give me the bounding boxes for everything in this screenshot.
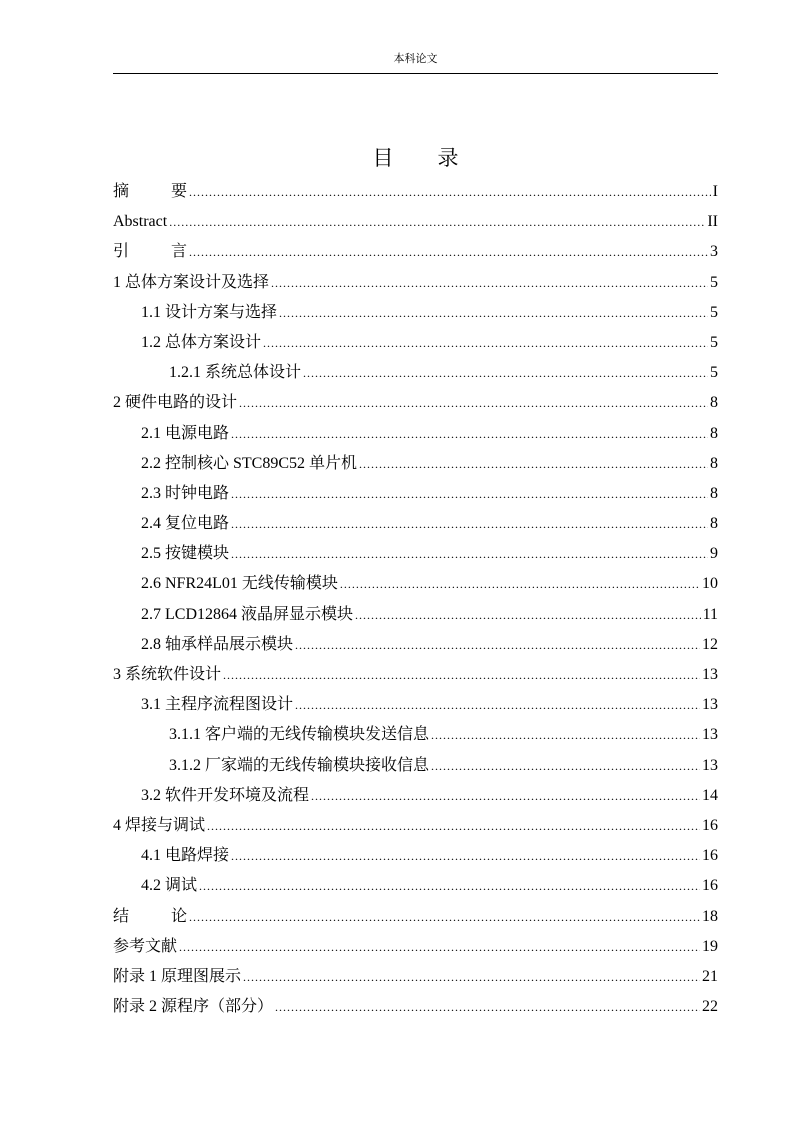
toc-entry[interactable]	[113, 388, 718, 418]
toc-entry-label-part: 言	[171, 243, 188, 261]
toc-entry-label: 1 总体方案设计及选择	[113, 273, 270, 291]
toc-entry-page: 13	[702, 756, 718, 774]
toc-leader-dots	[311, 781, 700, 811]
toc-entry[interactable]	[113, 871, 718, 901]
toc-entry[interactable]	[113, 781, 718, 811]
toc-entry-label: 1.1 设计方案与选择	[141, 303, 278, 321]
toc-entry[interactable]	[113, 962, 718, 992]
toc-entry[interactable]	[113, 237, 718, 267]
table-of-contents	[113, 177, 718, 1022]
toc-entry-page: 22	[702, 998, 718, 1016]
toc-entry-page: 8	[710, 484, 718, 502]
toc-leader-dots	[243, 962, 700, 992]
toc-entry-label-part: 要	[171, 183, 188, 200]
toc-leader-dots	[189, 177, 711, 207]
toc-entry[interactable]	[113, 932, 718, 962]
toc-entry[interactable]	[113, 569, 718, 599]
toc-entry-page: 5	[710, 333, 718, 351]
toc-entry[interactable]	[113, 811, 718, 841]
toc-entry[interactable]	[113, 841, 718, 871]
toc-leader-dots	[431, 720, 700, 750]
toc-entry-label: 附录 2 源程序（部分）	[113, 998, 274, 1016]
toc-leader-dots	[295, 690, 700, 720]
toc-leader-dots	[295, 630, 700, 660]
toc-title-char-1: 目	[372, 146, 394, 170]
toc-entry-page: 16	[702, 877, 718, 895]
toc-entry[interactable]	[113, 328, 718, 358]
toc-entry-page: 5	[710, 303, 718, 321]
toc-entry-label: 3 系统软件设计	[113, 666, 222, 683]
toc-entry-label: 3.1 主程序流程图设计	[141, 696, 294, 714]
toc-entry[interactable]	[113, 690, 718, 720]
toc-leader-dots	[207, 811, 700, 841]
toc-leader-dots	[189, 237, 708, 267]
toc-entry[interactable]	[113, 720, 718, 750]
toc-entry-label: 2.8 轴承样品展示模块	[141, 635, 294, 653]
toc-entry-label: 2.6 NFR24L01 无线传输模块	[141, 575, 338, 593]
toc-entry-label: 2.7 LCD12864 液晶屏显示模块	[141, 605, 354, 623]
toc-entry-page: 5	[710, 364, 718, 382]
toc-leader-dots	[340, 569, 700, 599]
toc-leader-dots	[169, 207, 705, 237]
toc-leader-dots	[303, 358, 708, 388]
toc-entry-page: 14	[702, 786, 718, 804]
toc-entry-label: 4 焊接与调试	[113, 816, 206, 834]
toc-entry[interactable]	[113, 268, 718, 298]
toc-entry[interactable]	[113, 177, 718, 207]
toc-entry-page: 9	[710, 545, 718, 563]
toc-entry-label: 参考文献	[113, 937, 178, 955]
toc-title-char-2: 录	[437, 146, 459, 170]
toc-entry[interactable]	[113, 449, 718, 479]
toc-entry-page: 8	[710, 394, 718, 412]
toc-entry-label-part: 结	[113, 907, 130, 925]
toc-entry-label: 2.5 按键模块	[141, 545, 230, 563]
toc-entry-label-part: 摘	[113, 183, 130, 200]
toc-entry[interactable]	[113, 479, 718, 509]
toc-entry[interactable]	[113, 902, 718, 932]
toc-entry-label: 3.1.1 客户端的无线传输模块发送信息	[169, 726, 430, 744]
toc-entry-label: 附录 1 原理图展示	[113, 967, 242, 985]
toc-entry[interactable]	[113, 509, 718, 539]
toc-entry-label: 2.2 控制核心 STC89C52 单片机	[141, 454, 358, 472]
toc-entry[interactable]	[113, 419, 718, 449]
toc-entry-label: 3.1.2 厂家端的无线传输模块接收信息	[169, 756, 430, 774]
toc-leader-dots	[239, 388, 708, 418]
toc-entry-page: 11	[702, 605, 718, 623]
toc-entry[interactable]	[113, 358, 718, 388]
toc-entry-page: 13	[702, 726, 718, 744]
toc-entry-page: 21	[702, 967, 718, 985]
toc-entry-page: 13	[702, 696, 718, 714]
toc-entry-label: 4.1 电路焊接	[141, 847, 230, 865]
toc-leader-dots	[189, 902, 700, 932]
toc-entry-page: II	[707, 213, 718, 231]
toc-entry-label	[113, 237, 187, 267]
toc-entry-page: 8	[710, 424, 718, 442]
toc-leader-dots	[223, 660, 700, 690]
toc-entry[interactable]	[113, 600, 718, 630]
toc-entry[interactable]	[113, 298, 718, 328]
toc-entry-label: 3.2 软件开发环境及流程	[141, 786, 310, 804]
toc-entry-label	[113, 902, 187, 932]
toc-leader-dots	[231, 479, 708, 509]
toc-entry-page: 5	[710, 273, 718, 291]
toc-entry-label: 2.3 时钟电路	[141, 484, 230, 502]
page-header: 本科论文	[393, 53, 438, 65]
toc-leader-dots	[279, 298, 708, 328]
toc-entry-label: 2 硬件电路的设计	[113, 394, 238, 412]
toc-leader-dots	[355, 600, 701, 630]
toc-entry-page: 16	[702, 816, 718, 834]
toc-entry-label: 2.1 电源电路	[141, 424, 230, 442]
toc-entry-page: 19	[702, 937, 718, 955]
header-divider	[113, 73, 718, 74]
toc-leader-dots	[231, 509, 708, 539]
toc-title	[113, 144, 718, 172]
toc-leader-dots	[199, 871, 700, 901]
toc-leader-dots	[263, 328, 708, 358]
toc-entry-page: 12	[702, 635, 718, 653]
toc-leader-dots	[359, 449, 708, 479]
toc-entry-page: 8	[710, 454, 718, 472]
toc-leader-dots	[431, 751, 700, 781]
toc-entry[interactable]	[113, 992, 718, 1022]
toc-entry-label: 1.2 总体方案设计	[141, 333, 262, 351]
toc-entry-page: 16	[702, 847, 718, 865]
toc-entry[interactable]	[113, 660, 718, 690]
toc-entry[interactable]	[113, 630, 718, 660]
toc-entry-page: 8	[710, 515, 718, 533]
toc-leader-dots	[231, 539, 708, 569]
toc-entry-page: 10	[702, 575, 718, 593]
toc-entry[interactable]	[113, 207, 718, 237]
toc-entry-label: 4.2 调试	[141, 877, 198, 895]
toc-leader-dots	[231, 841, 700, 871]
toc-entry-label-part: 引	[113, 243, 130, 261]
toc-leader-dots	[271, 268, 708, 298]
toc-entry[interactable]	[113, 539, 718, 569]
toc-entry-label: Abstract	[113, 213, 168, 231]
toc-leader-dots	[231, 419, 708, 449]
toc-entry-page: 3	[710, 243, 718, 261]
toc-entry-label: 1.2.1 系统总体设计	[169, 364, 302, 382]
toc-entry[interactable]	[113, 751, 718, 781]
toc-entry-page: 18	[702, 907, 718, 925]
toc-leader-dots	[179, 932, 700, 962]
toc-entry-label	[113, 177, 187, 207]
toc-entry-page: I	[712, 183, 718, 200]
toc-leader-dots	[275, 992, 700, 1022]
toc-entry-page: 13	[702, 666, 718, 683]
toc-entry-label: 2.4 复位电路	[141, 515, 230, 533]
toc-entry-label-part: 论	[171, 907, 188, 925]
